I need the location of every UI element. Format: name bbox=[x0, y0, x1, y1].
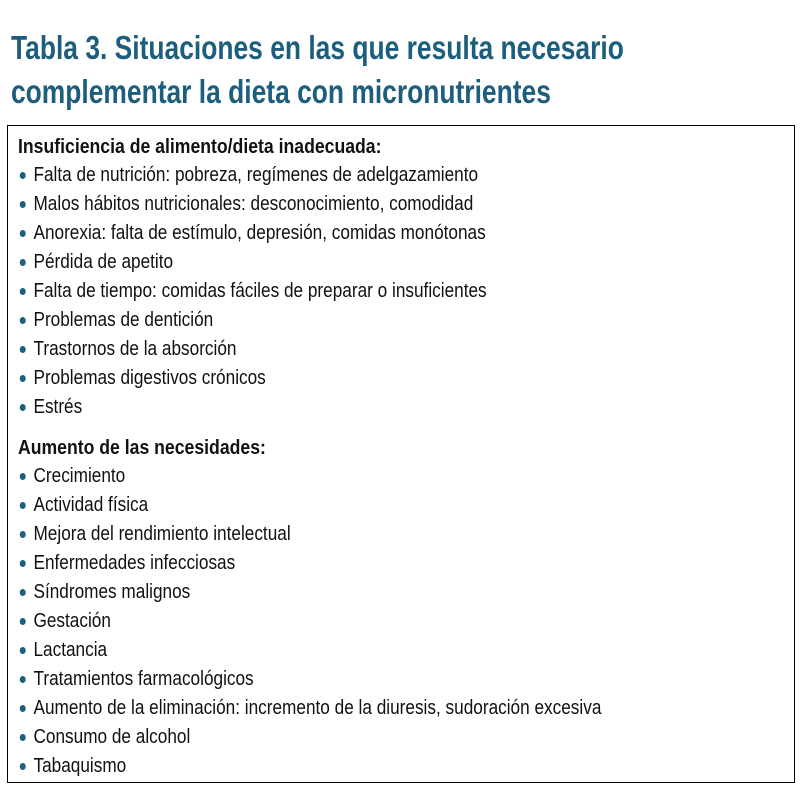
list-item bbox=[18, 723, 601, 752]
list-item bbox=[18, 607, 601, 636]
bullet-icon bbox=[20, 676, 26, 683]
bullet-icon bbox=[20, 230, 26, 237]
list-item bbox=[18, 277, 601, 306]
list-item-text: Estrés bbox=[33, 396, 83, 418]
list-item-text: Trastornos de la absorción bbox=[33, 338, 237, 360]
list-item-text: Problemas de dentición bbox=[33, 309, 214, 331]
list-item bbox=[18, 665, 601, 694]
list-item-text: Pérdida de apetito bbox=[33, 251, 174, 273]
bullet-icon bbox=[20, 589, 26, 596]
table-box bbox=[7, 125, 795, 783]
table-content bbox=[18, 132, 601, 781]
bullet-icon bbox=[20, 502, 26, 509]
list-item-text: Falta de nutrición: pobreza, regímenes de adelgazamiento bbox=[33, 164, 479, 186]
section-list bbox=[18, 462, 601, 781]
list-item-text: Problemas digestivos crónicos bbox=[33, 367, 266, 389]
list-item-text: Síndromes malignos bbox=[33, 581, 191, 603]
list-item bbox=[18, 752, 601, 781]
list-item bbox=[18, 520, 601, 549]
bullet-icon bbox=[20, 647, 26, 654]
list-item bbox=[18, 393, 601, 422]
bullet-icon bbox=[20, 346, 26, 353]
list-item-text: Actividad física bbox=[33, 494, 149, 516]
list-item bbox=[18, 190, 601, 219]
table-title-line-1: Tabla 3. Situaciones en las que resulta necesario bbox=[11, 29, 624, 66]
list-item bbox=[18, 335, 601, 364]
bullet-icon bbox=[20, 259, 26, 266]
section-heading: Aumento de las necesidades: bbox=[18, 436, 266, 459]
bullet-icon bbox=[20, 705, 26, 712]
list-item bbox=[18, 636, 601, 665]
list-item-text: Consumo de alcohol bbox=[33, 726, 191, 748]
list-item bbox=[18, 578, 601, 607]
section-list bbox=[18, 161, 601, 422]
list-item-text: Crecimiento bbox=[33, 465, 126, 487]
bullet-icon bbox=[20, 201, 26, 208]
bullet-icon bbox=[20, 288, 26, 295]
list-item bbox=[18, 161, 601, 190]
list-item bbox=[18, 491, 601, 520]
bullet-icon bbox=[20, 473, 26, 480]
bullet-icon bbox=[20, 734, 26, 741]
list-item-text: Anorexia: falta de estímulo, depresión, comidas monótonas bbox=[33, 222, 486, 244]
list-item bbox=[18, 694, 601, 723]
section-heading: Insuficiencia de alimento/dieta inadecuada: bbox=[18, 135, 382, 158]
list-item bbox=[18, 549, 601, 578]
section-spacer bbox=[18, 422, 601, 433]
list-item-text: Malos hábitos nutricionales: desconocimiento, comodidad bbox=[33, 193, 474, 215]
table-title-line-2: complementar la dieta con micronutrientes bbox=[11, 73, 551, 110]
bullet-icon bbox=[20, 763, 26, 770]
list-item bbox=[18, 306, 601, 335]
list-item-text: Enfermedades infecciosas bbox=[33, 552, 236, 574]
list-item-text: Mejora del rendimiento intelectual bbox=[33, 523, 291, 545]
list-item bbox=[18, 219, 601, 248]
bullet-icon bbox=[20, 172, 26, 179]
bullet-icon bbox=[20, 560, 26, 567]
list-item-text: Tratamientos farmacológicos bbox=[33, 668, 254, 690]
bullet-icon bbox=[20, 375, 26, 382]
list-item-text: Gestación bbox=[33, 610, 111, 632]
list-item-text: Lactancia bbox=[33, 639, 108, 661]
list-item-text: Tabaquismo bbox=[33, 755, 127, 777]
list-item-text: Falta de tiempo: comidas fáciles de preparar o insuficientes bbox=[33, 280, 487, 302]
bullet-icon bbox=[20, 618, 26, 625]
bullet-icon bbox=[20, 317, 26, 324]
table-title bbox=[11, 26, 635, 114]
list-item-text: Aumento de la eliminación: incremento de la diuresis, sudoración excesiva bbox=[33, 697, 602, 719]
bullet-icon bbox=[20, 404, 26, 411]
list-item bbox=[18, 364, 601, 393]
bullet-icon bbox=[20, 531, 26, 538]
list-item bbox=[18, 248, 601, 277]
list-item bbox=[18, 462, 601, 491]
